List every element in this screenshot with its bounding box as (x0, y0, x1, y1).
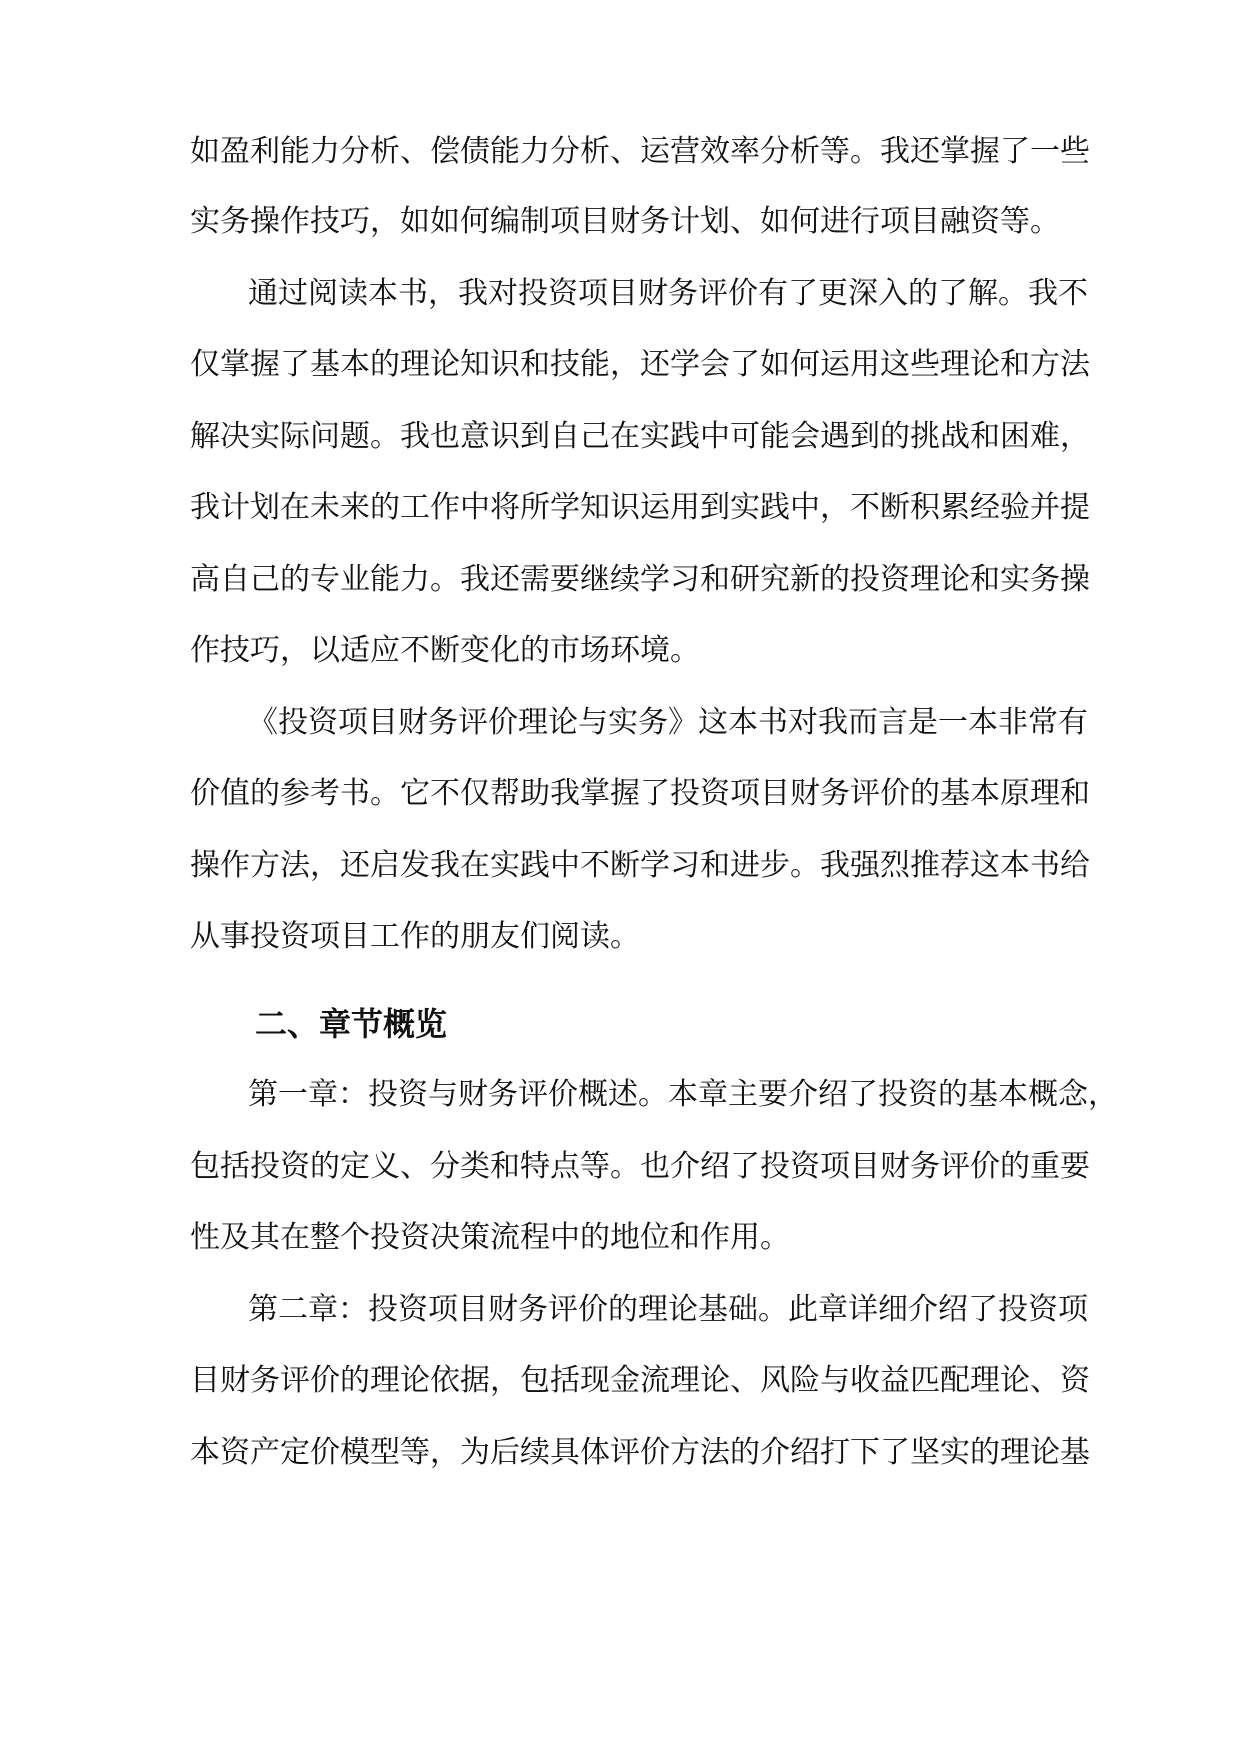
paragraph-line: 从事投资项目工作的朋友们阅读。 (190, 919, 640, 954)
paragraph-line: 本资产定价模型等，为后续具体评价方法的介绍打下了坚实的理论基 (190, 1435, 1090, 1470)
paragraph-line: 高自己的专业能力。我还需要继续学习和研究新的投资理论和实务操 (190, 562, 1090, 597)
paragraph-line: 第二章：投资项目财务评价的理论基础。此章详细介绍了投资项 (248, 1292, 1088, 1327)
section-heading: 二、章节概览 (255, 1005, 448, 1043)
paragraph-line: 目财务评价的理论依据，包括现金流理论、风险与收益匹配理论、资 (190, 1363, 1090, 1398)
paragraph-line: 我计划在未来的工作中将所学知识运用到实践中，不断积累经验并提 (190, 490, 1090, 525)
paragraph-line: 性及其在整个投资决策流程中的地位和作用。 (190, 1220, 790, 1255)
paragraph-line: 解决实际问题。我也意识到自己在实践中可能会遇到的挑战和困难， (190, 419, 1090, 454)
paragraph-line: 操作方法，还启发我在实践中不断学习和进步。我强烈推荐这本书给 (190, 848, 1090, 883)
paragraph-line: 通过阅读本书，我对投资项目财务评价有了更深入的了解。我不 (248, 276, 1088, 311)
paragraph-line: 第一章：投资与财务评价概述。本章主要介绍了投资的基本概念， (248, 1077, 1118, 1112)
paragraph-line: 作技巧，以适应不断变化的市场环境。 (190, 633, 700, 668)
paragraph-line: 价值的参考书。它不仅帮助我掌握了投资项目财务评价的基本原理和 (190, 776, 1090, 811)
paragraph-line: 如盈利能力分析、偿债能力分析、运营效率分析等。我还掌握了一些 (190, 134, 1090, 169)
paragraph-line: 实务操作技巧，如如何编制项目财务计划、如何进行项目融资等。 (190, 204, 1060, 239)
paragraph-line: 仅掌握了基本的理论知识和技能，还学会了如何运用这些理论和方法 (190, 347, 1090, 382)
paragraph-line: 包括投资的定义、分类和特点等。也介绍了投资项目财务评价的重要 (190, 1149, 1090, 1184)
paragraph-line: 《投资项目财务评价理论与实务》这本书对我而言是一本非常有 (248, 705, 1088, 740)
